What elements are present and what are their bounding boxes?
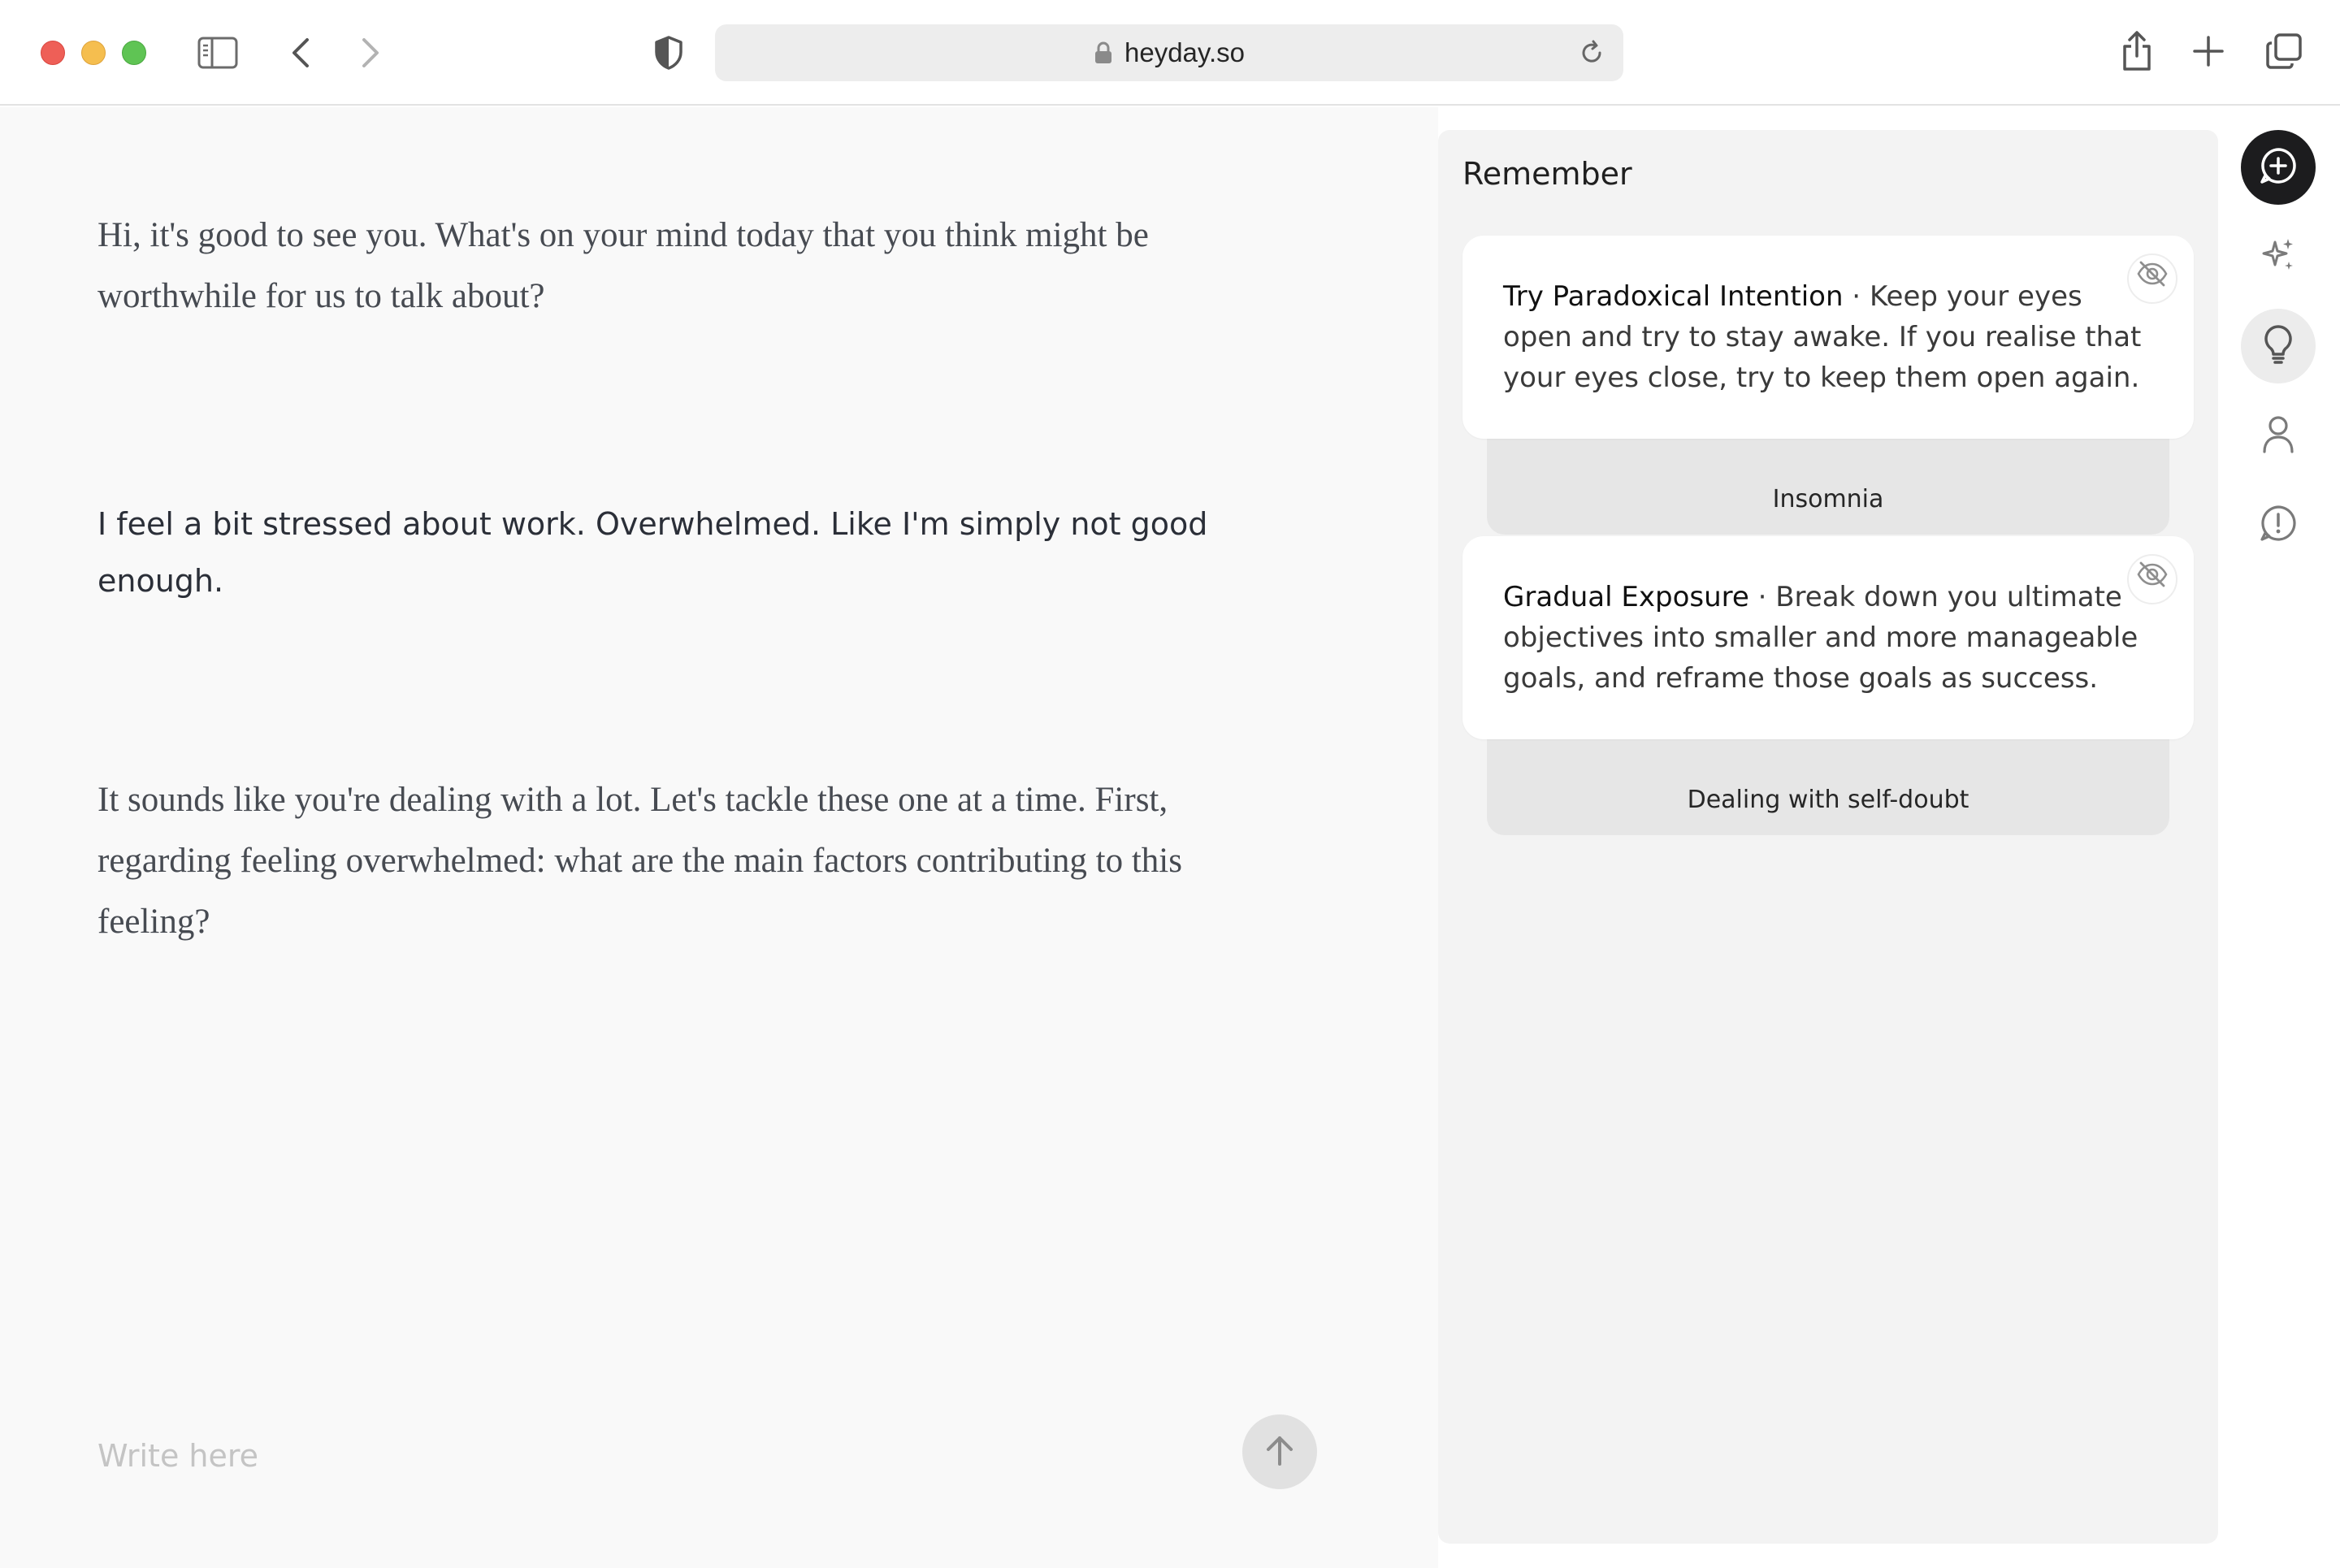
sidebar-toggle-icon[interactable] bbox=[195, 32, 240, 73]
profile-button[interactable] bbox=[2241, 398, 2316, 473]
zoom-window-button[interactable] bbox=[122, 41, 146, 65]
forward-icon[interactable] bbox=[354, 32, 387, 73]
message-input[interactable] bbox=[98, 1423, 1194, 1488]
card-tag[interactable]: Dealing with self-doubt bbox=[1487, 738, 2169, 835]
sparkles-icon bbox=[2259, 236, 2298, 279]
remember-card[interactable] bbox=[1462, 536, 2194, 739]
browser-toolbar bbox=[0, 0, 2340, 106]
reload-icon[interactable] bbox=[1578, 39, 1606, 71]
lock-icon bbox=[1094, 41, 1113, 65]
card-title: Try Paradoxical Intention bbox=[1503, 280, 1844, 313]
new-chat-button[interactable] bbox=[2241, 130, 2316, 205]
eye-off-icon bbox=[2136, 559, 2169, 600]
feedback-button[interactable] bbox=[2241, 487, 2316, 562]
back-icon[interactable] bbox=[284, 32, 317, 73]
sparkles-button[interactable] bbox=[2241, 219, 2316, 294]
new-chat-icon bbox=[2258, 145, 2299, 190]
panel-title: Remember bbox=[1462, 156, 1632, 192]
feedback-icon bbox=[2258, 503, 2299, 548]
share-icon[interactable] bbox=[2117, 28, 2156, 75]
eye-off-icon bbox=[2136, 258, 2169, 299]
card-title: Gradual Exposure bbox=[1503, 581, 1749, 613]
send-button[interactable] bbox=[1242, 1414, 1317, 1489]
minimize-window-button[interactable] bbox=[81, 41, 106, 65]
tabs-overview-icon[interactable] bbox=[2264, 31, 2304, 71]
user-message: I feel a bit stressed about work. Overwhelmed. Like I'm simply not good enough. bbox=[98, 506, 1208, 599]
person-icon bbox=[2260, 414, 2296, 458]
ideas-button[interactable] bbox=[2241, 309, 2316, 383]
url-text: heyday.so bbox=[1124, 37, 1245, 67]
close-window-button[interactable] bbox=[41, 41, 65, 65]
card-body: Break down you ultimate objectives into smaller and more manageable goals, and reframe those goals as success. bbox=[1503, 581, 2138, 695]
assistant-message: Hi, it's good to see you. What's on your mind today that you think might be worthwhile for us to talk about? bbox=[98, 216, 1149, 315]
shield-icon[interactable] bbox=[650, 32, 687, 73]
new-tab-icon[interactable] bbox=[2190, 32, 2226, 70]
chat-area bbox=[0, 107, 1438, 1568]
card-separator: · bbox=[1843, 280, 1870, 313]
hide-card-button[interactable] bbox=[2127, 554, 2178, 604]
address-bar[interactable] bbox=[715, 24, 1623, 81]
hide-card-button[interactable] bbox=[2127, 253, 2178, 304]
remember-card[interactable] bbox=[1462, 236, 2194, 439]
card-tag[interactable]: Insomnia bbox=[1487, 437, 2169, 535]
lightbulb-icon bbox=[2260, 323, 2296, 370]
remember-panel bbox=[1438, 130, 2218, 1544]
card-body: Keep your eyes open and try to stay awake. If you realise that your eyes close, try to keep them open again. bbox=[1503, 280, 2142, 394]
arrow-up-icon bbox=[1263, 1433, 1296, 1471]
card-separator: · bbox=[1748, 581, 1776, 613]
assistant-message: It sounds like you're dealing with a lot. Let's tackle these one at a time. First, regarding feeling overwhelmed: what are the main factors contributing to this feeling? bbox=[98, 781, 1182, 941]
